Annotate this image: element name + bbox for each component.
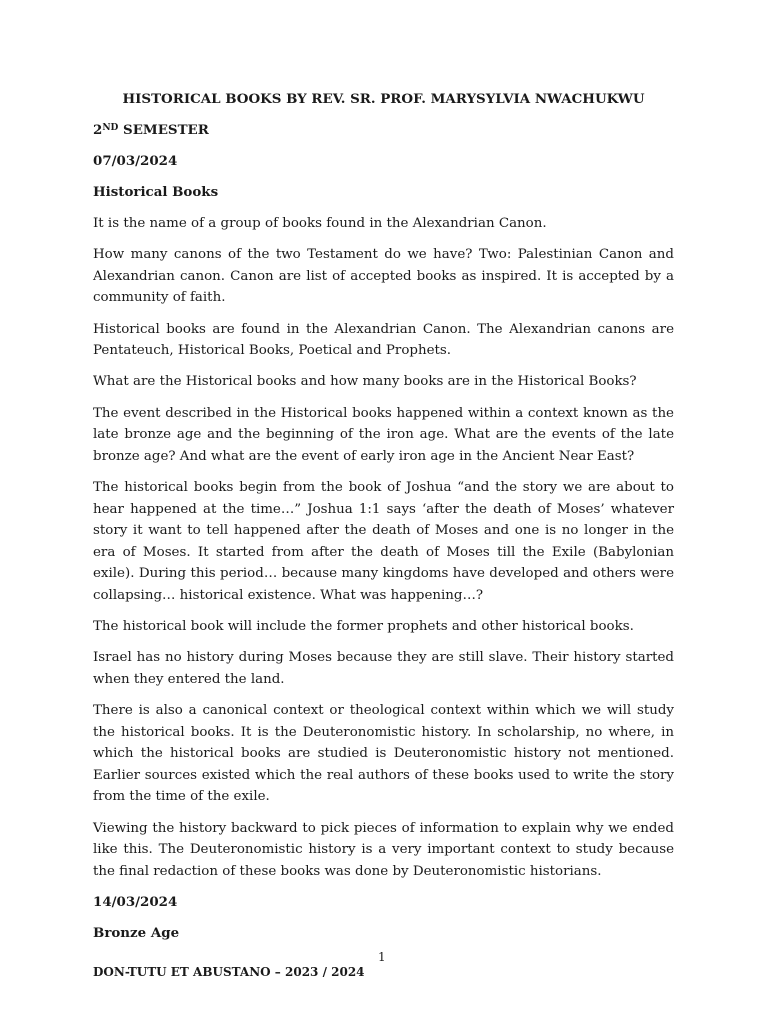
lecture-date-2: 14/03/2024 <box>93 893 178 910</box>
paragraph: The event described in the Historical books happened within a context known as the late bronze age and the beginning of the iron age. What are the events of the late bronze age? And what are the event of early iron age in the Ancient Near East? <box>93 405 674 464</box>
semester-number: 2 <box>93 122 103 138</box>
semester-superscript: ND <box>102 123 119 133</box>
semester-heading <box>93 120 674 140</box>
paragraph: Historical books are found in the Alexandrian Canon. The Alexandrian canons are Pentateuch, Historical Books, Poetical and Prophets. <box>93 321 674 359</box>
semester-label: SEMESTER <box>118 122 209 138</box>
document-title: HISTORICAL BOOKS BY REV. SR. PROF. MARYSYLVIA NWACHUKWU <box>122 91 645 107</box>
section-heading-bronze-age: Bronze Age <box>93 924 180 941</box>
document-page <box>93 89 674 954</box>
paragraph: The historical book will include the former prophets and other historical books. <box>93 619 634 635</box>
page-footer: DON-TUTU ET ABUSTANO – 2023 / 2024 <box>93 965 365 979</box>
page-number: 1 <box>378 950 386 964</box>
paragraph: How many canons of the two Testament do we have? Two: Palestinian Canon and Alexandrian canon. Canon are list of accepted books as inspired. It is accepted by a community of faith. <box>93 247 674 306</box>
lecture-date-1: 07/03/2024 <box>93 153 178 169</box>
paragraph: What are the Historical books and how many books are in the Historical Books? <box>93 374 637 390</box>
paragraph: The historical books begin from the book of Joshua “and the story we are about to hear happened at the time…” Joshua 1:1 says ‘after the death of Moses’ whatever story it want to tell happened after the death of Moses and one is no longer in the era of Moses. It started from after the death of Moses till the Exile (Babylonian exile). During this period… because many kingdoms have developed and others were collapsing… historical existence. What was happening…? <box>93 479 674 603</box>
paragraph: Israel has no history during Moses because they are still slave. Their history started when they entered the land. <box>93 650 674 687</box>
section-heading-historical-books: Historical Books <box>93 184 219 200</box>
paragraph: There is also a canonical context or theological context within which we will study the historical books. It is the Deuteronomistic history. In scholarship, no where, in which the historical books are studied is Deuteronomistic history not mentioned. Earlier sources existed which the real authors of these books used to write the story from the time of the exile. <box>93 703 674 805</box>
paragraph: Viewing the history backward to pick pieces of information to explain why we ended like this. The Deuteronomistic history is a very important context to study because the final redaction of these books was done by Deuteronomistic historians. <box>93 820 674 879</box>
paragraph: It is the name of a group of books found in the Alexandrian Canon. <box>93 216 547 231</box>
